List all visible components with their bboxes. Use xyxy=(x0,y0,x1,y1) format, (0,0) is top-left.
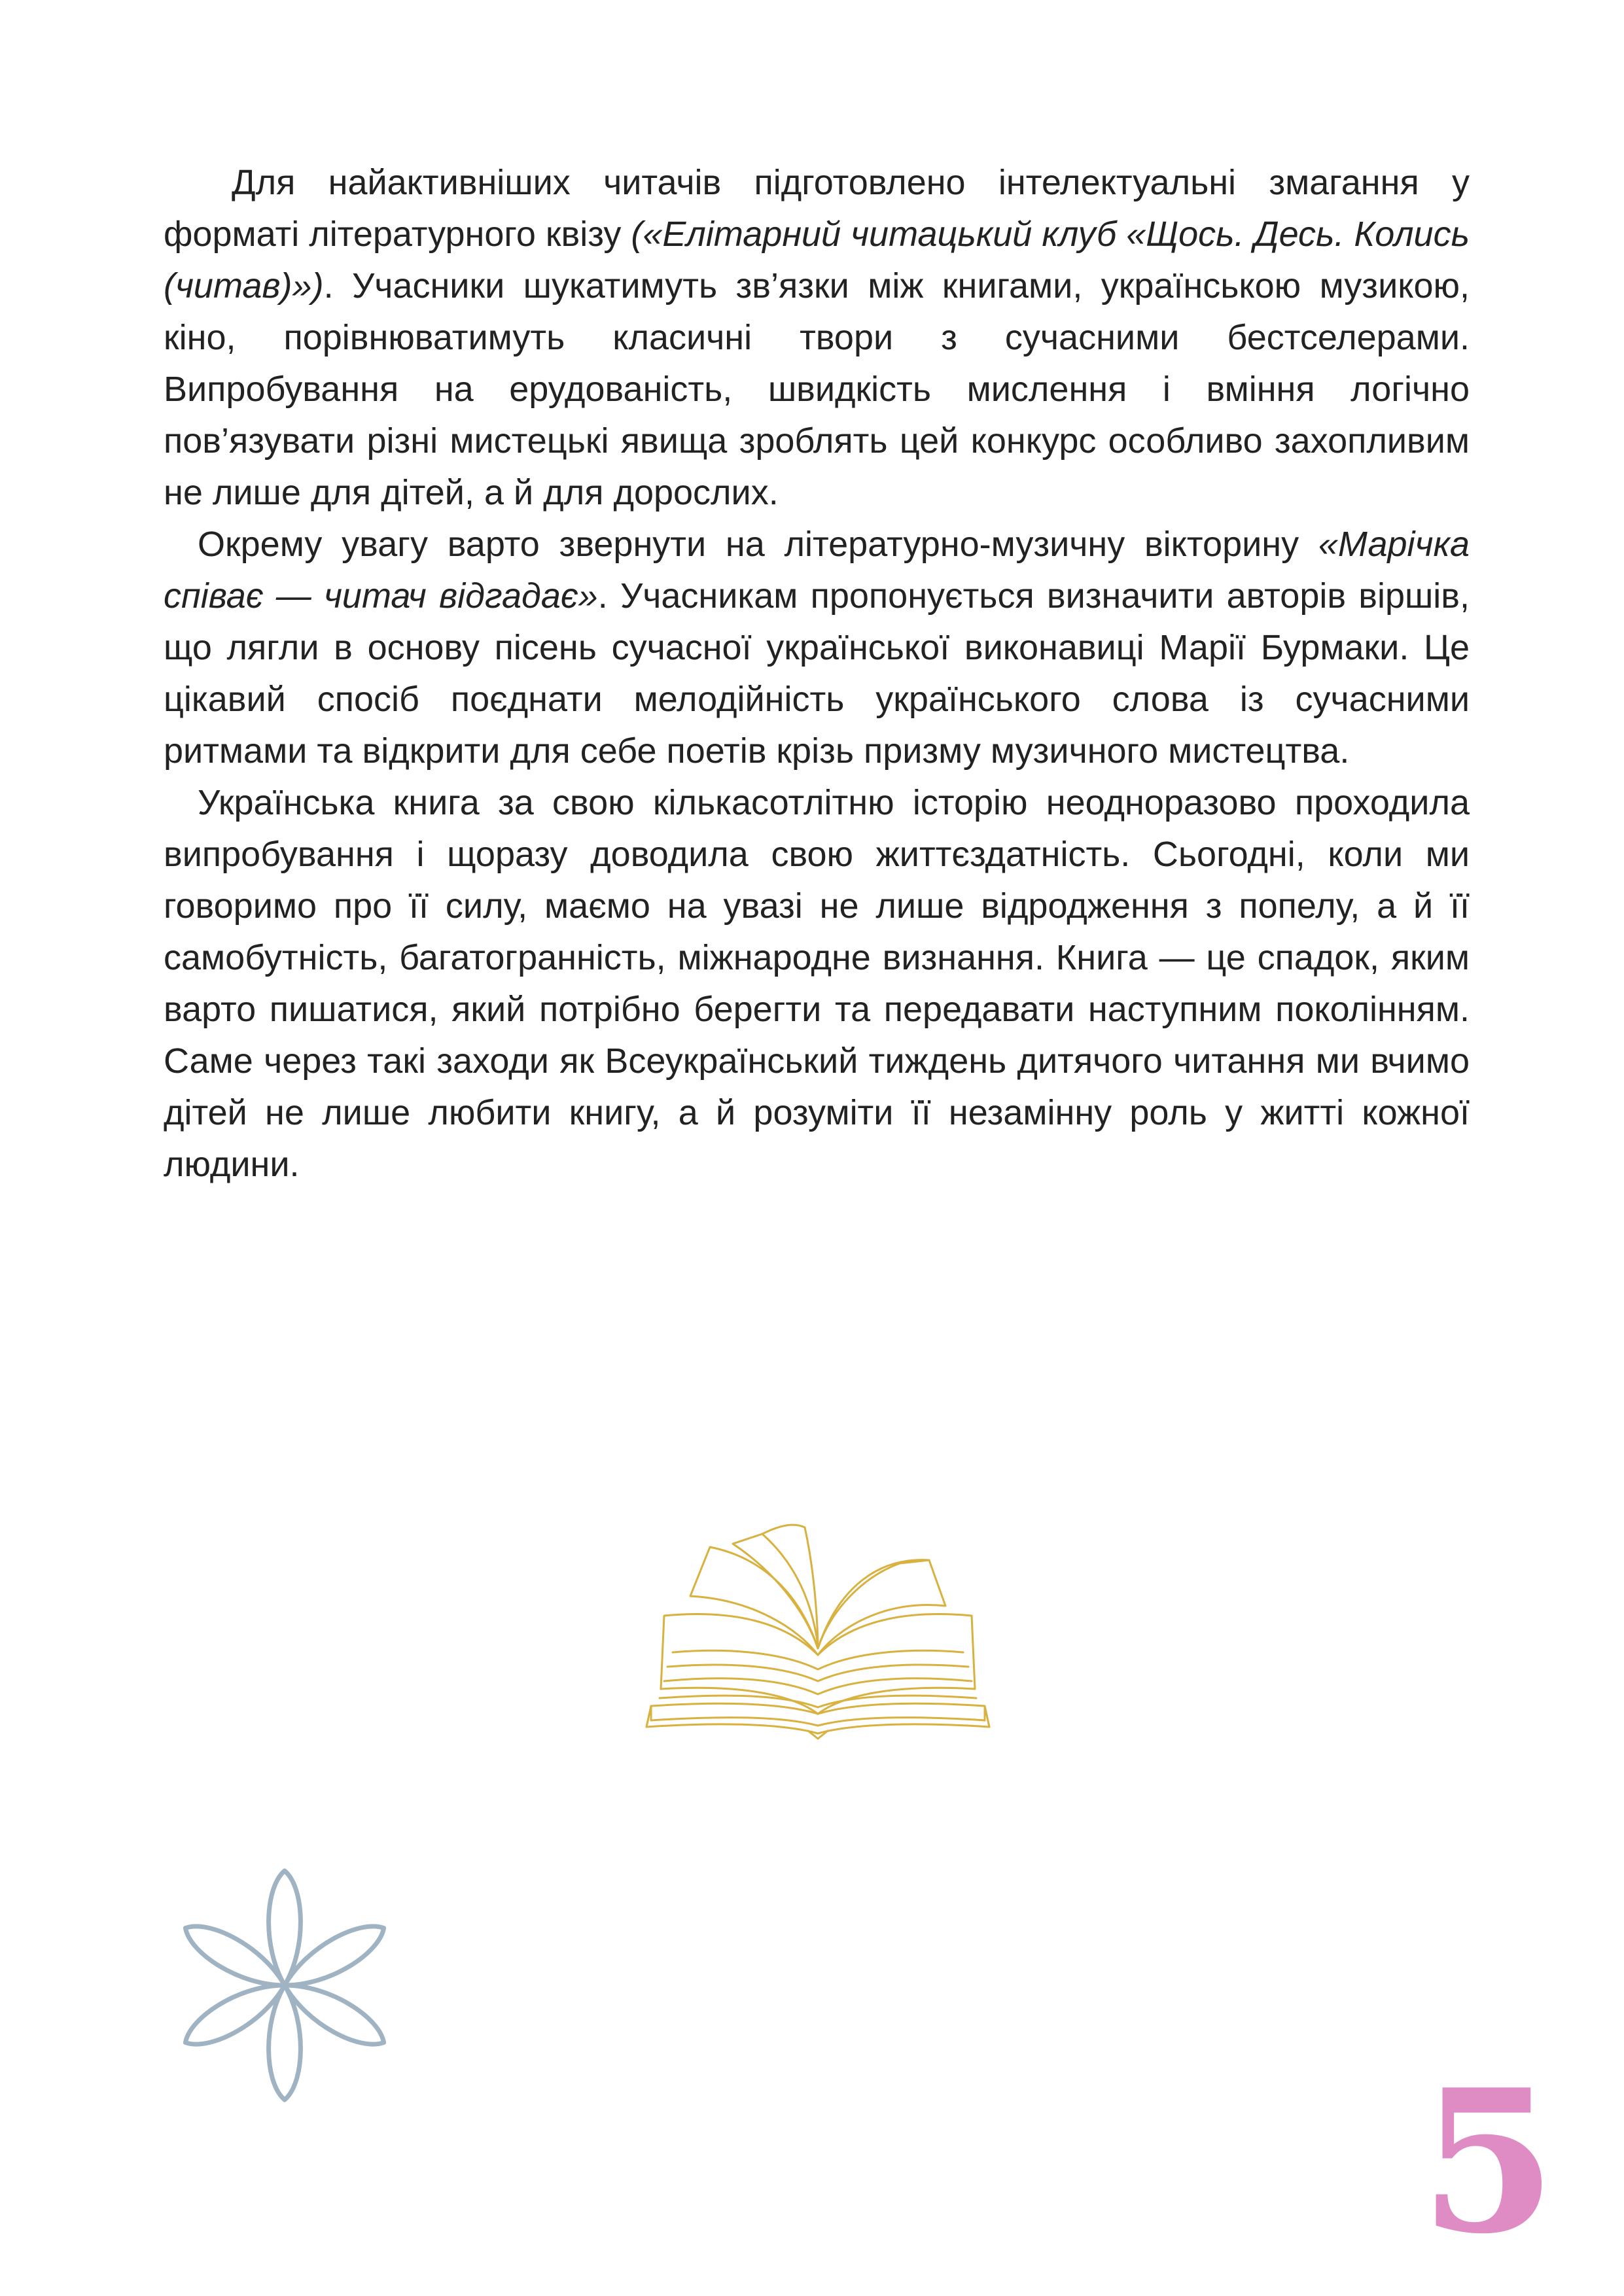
open-book-icon xyxy=(641,1518,995,1740)
music-quiz-title: «Марічка співає — читач відгадає» xyxy=(164,525,1470,616)
paragraph-music-quiz xyxy=(164,519,1470,777)
paragraph-music-quiz-text-end: . Учасникам пропонується визначити авторів віршів, що лягли в основу пісень сучасної української виконавиці Марії Бурмаки. Це цікавий спосіб поєднати мелодійність українського слова із сучасними ритмами та відкрити для себе поетів крізь призму музичного мистецтва. xyxy=(164,576,1470,771)
paragraph-music-quiz-text: Окрему увагу варто звернути на літературно-музичну вікторину xyxy=(198,525,1318,564)
quiz-title: («Елітарний читацький клуб «Щось. Десь. Колись (читав)») xyxy=(164,215,1470,305)
paragraph-quiz xyxy=(164,157,1470,519)
paragraph-ukrainian-book: Українська книга за свою кількасотлітню історію неодноразово проходила випробування і щоразу доводила свою життєздатність. Сьогодні, коли ми говоримо про її силу, маємо на увазі не лише відродження з попелу, а й її самобутність, багатогранність, міжнародне визнання. Книга — це спадок, яким варто пишатися, який потрібно берегти та передавати наступним поколінням. Саме через такі заходи як Всеукраїнський тиждень дитячого читання ми вчимо дітей не лише любити книгу, а й розуміти її незамінну роль у житті кожної людини. xyxy=(164,783,1470,1184)
body-text xyxy=(164,157,1470,1191)
paragraph-quiz-text-end: . Учасники шукатимуть зв’язки між книгами, українською музикою, кіно, порівнюватимуть класичні твори з сучасними бестселерами. Випробування на ерудованість, швидкість мислення і вміння логічно пов’язувати різні мистецькі явища зроблять цей конкурс особливо захопливим не лише для дітей, а й для дорослих. xyxy=(164,266,1470,512)
flower-icon xyxy=(157,1858,412,2113)
paragraph-quiz-text: Для найактивніших читачів підготовлено інтелектуальні змагання у форматі літературного квізу xyxy=(164,163,1470,254)
page-number: 5 xyxy=(1420,2046,1557,2277)
